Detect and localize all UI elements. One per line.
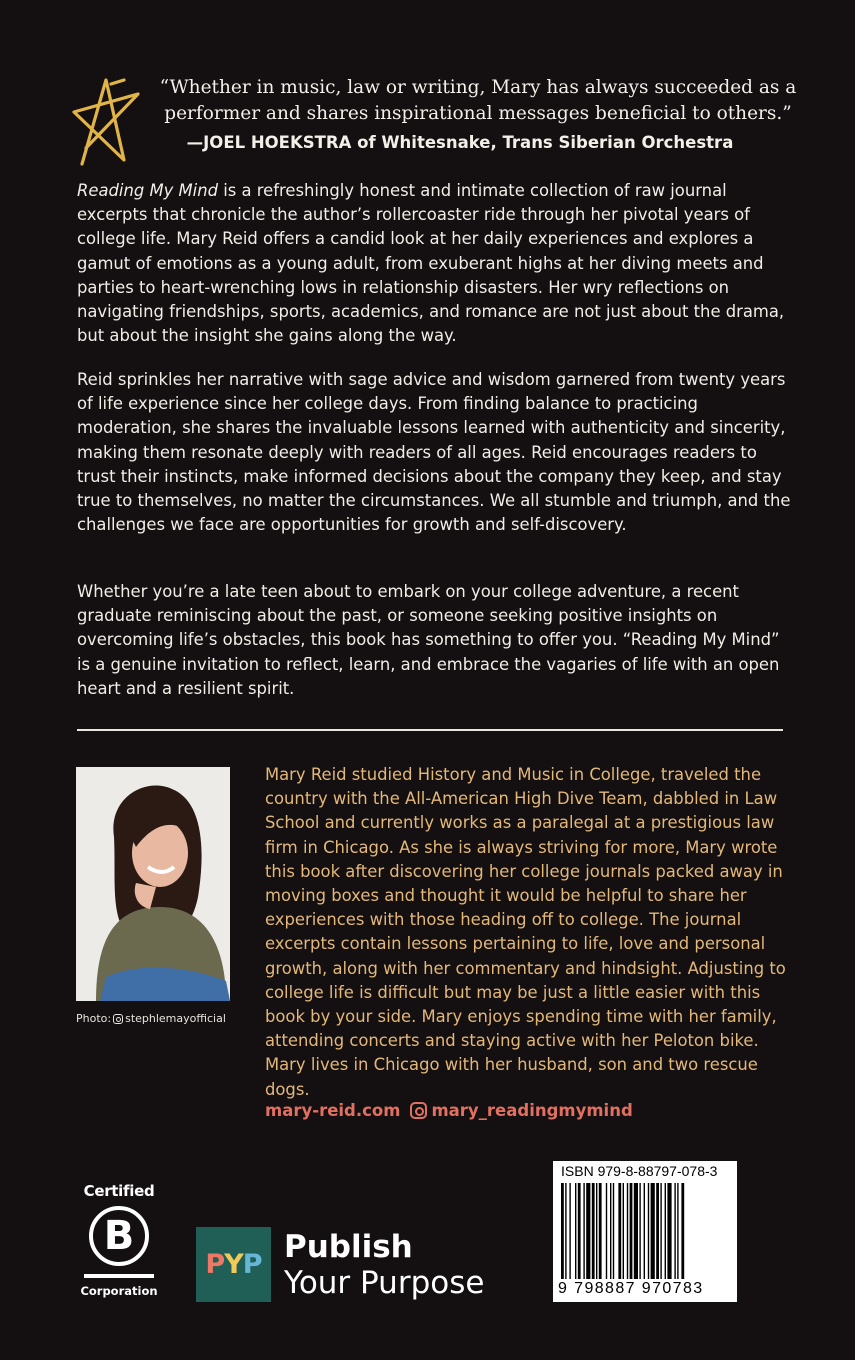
bcorp-logo — [80, 1182, 158, 1298]
bcorp-circle-icon — [89, 1206, 149, 1266]
endorsement-attribution: —JOEL HOEKSTRA of Whitesnake, Trans Siberian Orchestra — [186, 133, 734, 152]
instagram-icon — [410, 1102, 427, 1119]
author-website-link[interactable]: mary-reid.com — [265, 1101, 401, 1120]
description-paragraph-1 — [77, 179, 791, 348]
endorsement-quote: “Whether in music, law or writing, Mary has always succeeded as a performer and shares inspirational messages beneficial to others.” — [159, 77, 797, 124]
logo-letter-y: Y — [224, 1249, 243, 1280]
instagram-icon — [113, 1014, 123, 1024]
photo-credit — [76, 1012, 226, 1025]
author-instagram-handle: mary_readingmymind — [431, 1101, 633, 1120]
author-bio: Mary Reid studied History and Music in College, traveled the country with the All-American High Dive Team, dabbled in Law School and currently works as a paralegal at a prestigious law firm in Chicago. As she is always striving for more, Mary wrote this book after discovering her college journals packed away in moving boxes and thought it would be helpful to share her experiences with those heading off to college. The journal excerpts contain lessons pertaining to life, love and personal growth, along with her commentary and hindsight. Adjusting to college life is difficult but may be just a little easier with this book by your side. Mary enjoys spending time with her family, attending concerts and staying active with her Peloton bike. Mary lives in Chicago with her husband, son and two rescue dogs. — [265, 765, 786, 1099]
publisher-name-line2: Your Purpose — [284, 1265, 485, 1301]
bcorp-corporation-text: Corporation — [80, 1284, 158, 1298]
publisher-name-line1: Publish — [284, 1229, 413, 1265]
bcorp-bar — [84, 1274, 154, 1278]
author-photo — [76, 767, 230, 1001]
photo-credit-handle: stephlemayofficial — [125, 1012, 226, 1025]
isbn-label: ISBN 979-8-88797-078-3 — [561, 1163, 718, 1179]
section-divider — [77, 729, 783, 731]
isbn-barcode — [553, 1161, 737, 1302]
bcorp-certified-text: Certified — [83, 1182, 155, 1200]
barcode-bars-icon — [559, 1183, 731, 1279]
bcorp-letter: B — [103, 1213, 135, 1259]
barcode-digits: 9 798887 970783 — [558, 1280, 704, 1297]
logo-letter-p: P — [205, 1249, 225, 1280]
author-instagram-link[interactable] — [410, 1101, 632, 1120]
publisher-logo-mark — [196, 1227, 271, 1302]
book-title: Reading My Mind — [77, 181, 219, 200]
description-paragraph-1-text: is a refreshingly honest and intimate collection of raw journal excerpts that chronicle the author’s rollercoaster ride through her pivotal years of college life. Mary Reid offers a candid look at her daily experiences and explores a gamut of emotions as a young adult, from exuberant highs at her diving meets and parties to heart-wrenching lows in relationship disasters. Her wry reflections on navigating friendships, sports, academics, and romance are not just about the drama, but about the insight she gains along the way. — [77, 181, 785, 346]
description-paragraph-2: Reid sprinkles her narrative with sage advice and wisdom garnered from twenty years of life experience since her college days. From finding balance to practicing moderation, she shares the invaluable lessons learned with authenticity and sincerity, making them resonate deeply with readers of all ages. Reid encourages readers to trust their instincts, make informed decisions about the company they keep, and stay true to themselves, no matter the circumstances. We all stumble and triumph, and the challenges we face are opportunities for growth and self-discovery. — [77, 370, 791, 535]
author-links — [265, 1101, 633, 1120]
description-paragraph-3: Whether you’re a late teen about to embark on your college adventure, a recent graduate reminiscing about the past, or someone seeking positive insights on overcoming life’s obstacles, this book has something to offer you. “Reading My Mind” is a genuine invitation to reflect, learn, and embrace the vagaries of life with an open heart and a resilient spirit. — [77, 582, 780, 698]
star-doodle-icon — [66, 74, 144, 168]
photo-credit-label: Photo: — [76, 1012, 112, 1025]
logo-letter-p2: P — [242, 1249, 262, 1280]
